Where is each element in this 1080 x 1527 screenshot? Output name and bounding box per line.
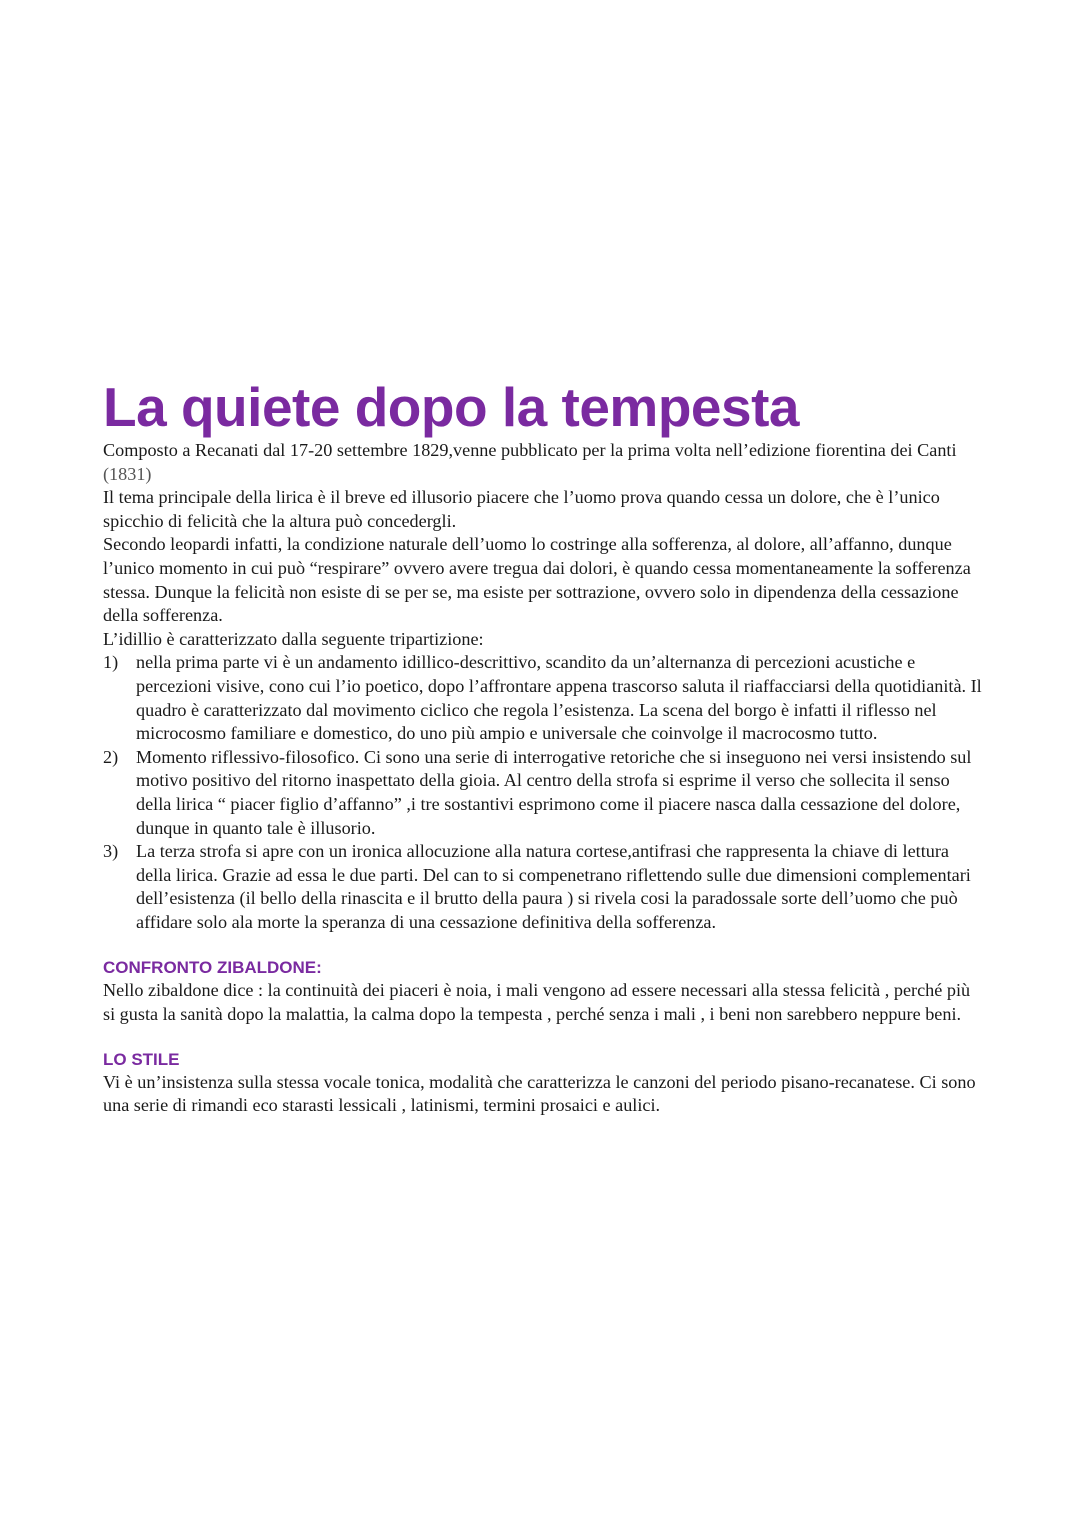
document-body: [103, 439, 983, 1118]
intro-year: (1831): [103, 463, 152, 484]
list-text: Momento riflessivo-filosofico. Ci sono una serie di interrogative retoriche che si inseguono nei versi insistendo sul motivo positivo del ritorno inaspettato della gioia. Al centro della strofa si esprime il verso che sollecita il senso della lirica “ piacer figlio d’affanno” ,i tre sostantivi esprimono come il piacere nasca dalla cessazione del dolore, dunque in quanto tale è illusorio.: [136, 746, 972, 838]
theme-paragraph: Il tema principale della lirica è il breve ed illusorio piacere che l’uomo prova quando cessa un dolore, che è l’unico spicchio di felicità che la altura può concedergli.: [103, 487, 940, 531]
list-text: nella prima parte vi è un andamento idillico-descrittivo, scandito da un’alternanza di percezioni acustiche e percezioni visive, cono cui l’io poetico, dopo l’affrontare appena trascorso saluta il riaffacciarsi della quotidianità. Il quadro è caratterizzato dal movimento ciclico che regola l’esistenza. La scena del borgo è infatti il riflesso nel microcosmo familiare e domestico, do uno più ampio e universale che coinvolge il macrocosmo tutto.: [136, 652, 982, 744]
leopardi-paragraph: Secondo leopardi infatti, la condizione naturale dell’uomo lo costringe alla sofferenza, al dolore, all’affanno, dunque l’unico momento in cui può “respirare” ovvero avere tregua dai dolori, è quando cessa momentaneamente la sofferenza stessa. Dunque la felicità non esiste di se per se, ma esiste per sottrazione, ovvero solo in dipendenza della cessazione della sofferenza.: [103, 534, 971, 626]
intro-text: Composto a Recanati dal 17-20 settembre 1829,venne pubblicato per la prima volta nell’edizione fiorentina dei Canti: [103, 440, 957, 460]
list-number: 2): [103, 746, 119, 767]
list-item: [103, 746, 983, 840]
intro-paragraph: [103, 439, 983, 486]
page-title: La quiete dopo la tempesta: [103, 376, 800, 438]
tripartition-intro: L’idillio è caratterizzato dalla seguente tripartizione:: [103, 628, 484, 649]
tripartition-list: [103, 651, 983, 934]
spacer: [103, 1027, 983, 1048]
stile-heading: LO STILE: [103, 1049, 180, 1069]
document-page: [103, 375, 983, 1118]
list-item: [103, 840, 983, 934]
zibaldone-text: Nello zibaldone dice : la continuità dei piaceri è noia, i mali vengono ad essere necessari alla stessa felicità , perché più si gusta la sanità dopo la malattia, la calma dopo la tempesta , perché senza i mali , i beni non sarebbero neppure beni.: [103, 980, 971, 1025]
list-number: 3): [103, 841, 119, 862]
stile-text: Vi è un’insistenza sulla stessa vocale tonica, modalità che caratterizza le canzoni del periodo pisano-recanatese. Ci sono una serie di rimandi eco starasti lessicali , latinismi, termini prosaici e aulici.: [103, 1071, 976, 1116]
list-text: La terza strofa si apre con un ironica allocuzione alla natura cortese,antifrasi che rappresenta la chiave di lettura della lirica. Grazie ad essa le due parti. Del can to si compenetrano riflettendo sulle due dimensioni complementari dell’esistenza (il bello della rinascita e il brutto della paura ) si rivela cosi la paradossale sorte dell’uomo che può affidare solo ala morte la speranza di una cessazione definitiva della sofferenza.: [136, 841, 971, 932]
spacer: [103, 934, 983, 956]
list-number: 1): [103, 652, 119, 673]
zibaldone-heading: CONFRONTO ZIBALDONE:: [103, 958, 322, 978]
list-item: [103, 651, 983, 745]
